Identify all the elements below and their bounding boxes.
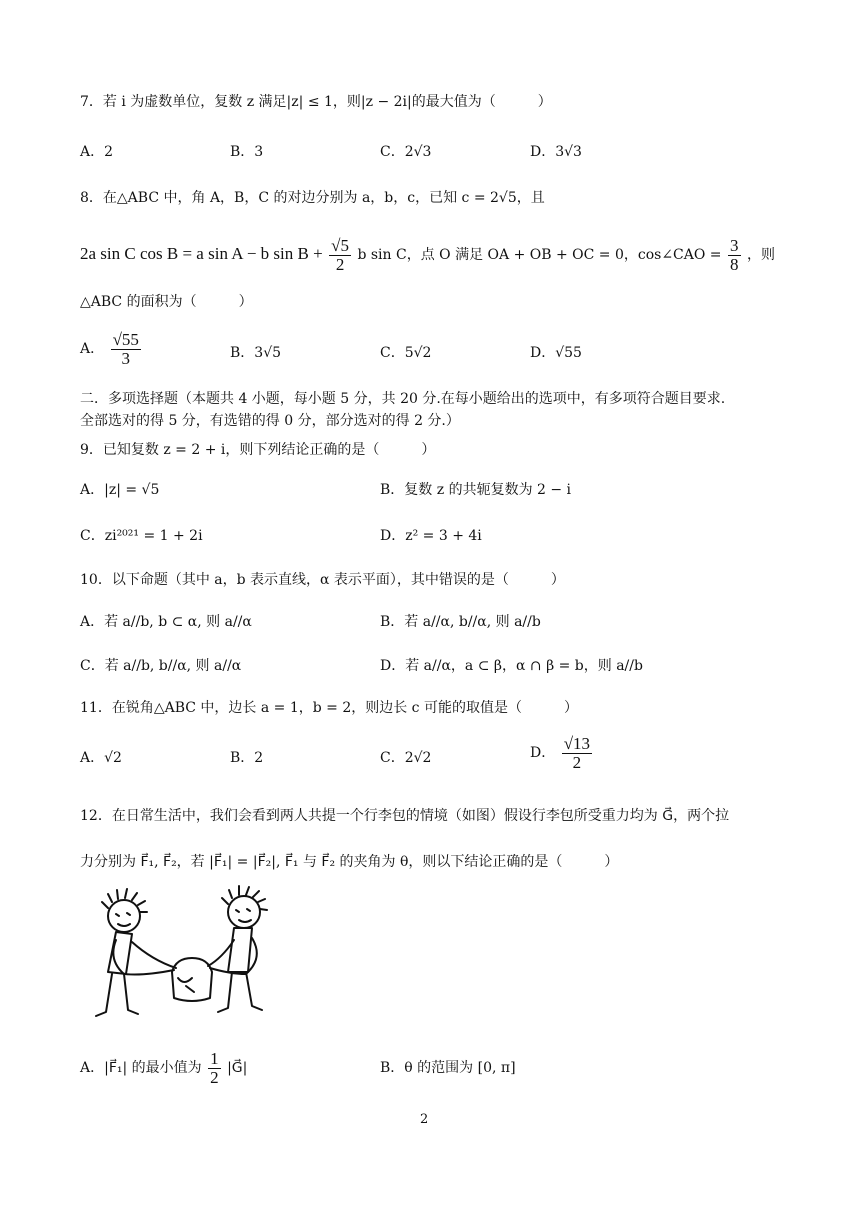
q7-option-d: D．3√3	[530, 144, 582, 160]
two-people-carrying-bag-illustration	[94, 882, 284, 1034]
q8-fraction-denominator: 2	[335, 254, 345, 274]
q7-option-b: B．3	[230, 144, 264, 160]
q8-stem-line3: △ABC 的面积为（ ）	[80, 294, 253, 310]
q8-cos-fraction	[728, 237, 741, 274]
q9-option-a: A．|z| = √5	[80, 482, 160, 498]
q12-option-b: B．θ 的范围为 [0, π]	[380, 1060, 516, 1076]
q11-option-d-denominator: 2	[572, 752, 582, 772]
q8-option-d: D．√55	[530, 345, 582, 361]
q11-option-d-fraction	[562, 735, 592, 772]
q8-option-a-denominator: 3	[121, 348, 130, 368]
q11-option-d-numerator: √13	[563, 733, 591, 753]
bag-illustration	[172, 958, 212, 1001]
q7-option-c: C．2√3	[380, 144, 432, 160]
q12-option-a	[80, 1048, 247, 1088]
q7-stem: 7．若 i 为虚数单位，复数 z 满足|z| ≤ 1，则|z − 2i|的最大值为（ ）	[80, 94, 552, 110]
q10-option-b: B．若 a//α, b//α, 则 a//b	[380, 614, 541, 630]
q11-option-a: A．√2	[80, 750, 122, 766]
q11-option-d	[530, 734, 594, 772]
q8-fraction-numerator: √5	[331, 235, 349, 255]
q8-stem-line2-end: ，则	[746, 247, 775, 263]
q10-option-d: D．若 a//α，a ⊂ β，α ∩ β = b，则 a//b	[380, 658, 643, 674]
q12-stem-line2: 力分别为 F⃗₁, F⃗₂，若 |F⃗₁| = |F⃗₂|, F⃗₁ 与 F⃗₂ 的夹角为 θ，则以下结论正确的是（ ）	[80, 854, 619, 870]
q9-stem: 9．已知复数 z = 2 + i，则下列结论正确的是（ ）	[80, 442, 436, 458]
page-number: 2	[420, 1112, 429, 1127]
q11-option-d-label: D．	[530, 745, 556, 761]
section2-header-line2: 全部选对的得 5 分，有选错的得 0 分，部分选对的得 2 分.）	[80, 413, 460, 429]
q11-option-b: B．2	[230, 750, 264, 766]
section2-header-line1: 二．多项选择题（本题共 4 小题，每小题 5 分，共 20 分.在每小题给出的选项中，有多项符合题目要求.	[80, 391, 726, 407]
q10-stem: 10．以下命题（其中 a，b 表示直线，α 表示平面），其中错误的是（ ）	[80, 572, 565, 588]
q7-option-a: A．2	[80, 144, 114, 160]
q8-equation-left: 2a sin C cos B = a sin A − b sin B +	[80, 244, 323, 263]
q8-stem-line1: 8．在△ABC 中，角 A，B，C 的对边分别为 a，b，c，已知 c = 2√5，且	[80, 190, 545, 206]
q8-option-a-fraction	[111, 331, 141, 368]
q12-option-a-numerator: 1	[210, 1048, 219, 1068]
q12-stem-line1: 12．在日常生活中，我们会看到两人共提一个行李包的情境（如图）假设行李包所受重力均为 G⃗，两个拉	[80, 808, 730, 824]
q11-stem: 11．在锐角△ABC 中，边长 a = 1，b = 2，则边长 c 可能的取值是（ ）	[80, 700, 578, 716]
q9-option-c: C．zi²⁰²¹ = 1 + 2i	[80, 528, 203, 544]
right-person-figure	[208, 886, 267, 1012]
q12-option-a-label: A．|F⃗₁| 的最小值为	[80, 1060, 202, 1076]
q8-equation-right: b sin C，点 O 满足 OA + OB + OC = 0，cos∠CAO =	[357, 247, 722, 263]
q8-option-a-label: A．	[80, 341, 105, 357]
q8-cos-numerator: 3	[730, 235, 739, 255]
q11-option-c: C．2√2	[380, 750, 432, 766]
q9-option-b: B．复数 z 的共轭复数为 2 − i	[380, 482, 572, 498]
q8-option-b: B．3√5	[230, 345, 282, 361]
q8-option-a-numerator: √55	[112, 329, 139, 349]
q8-cos-denominator: 8	[730, 254, 739, 274]
q12-option-a-fraction	[208, 1050, 221, 1087]
q12-option-a-end: |G⃗|	[227, 1060, 248, 1076]
q9-option-d: D．z² = 3 + 4i	[380, 528, 482, 544]
q8-option-a	[80, 330, 143, 368]
q8-option-c: C．5√2	[380, 345, 432, 361]
q8-fraction-sqrt5-over-2	[329, 237, 351, 274]
q12-option-a-denominator: 2	[210, 1067, 219, 1087]
left-person-figure	[96, 889, 176, 1016]
q10-option-c: C．若 a//b, b//α, 则 a//α	[80, 658, 242, 674]
q8-stem-line2	[80, 236, 775, 274]
q10-option-a: A．若 a//b, b ⊂ α, 则 a//α	[80, 614, 252, 630]
